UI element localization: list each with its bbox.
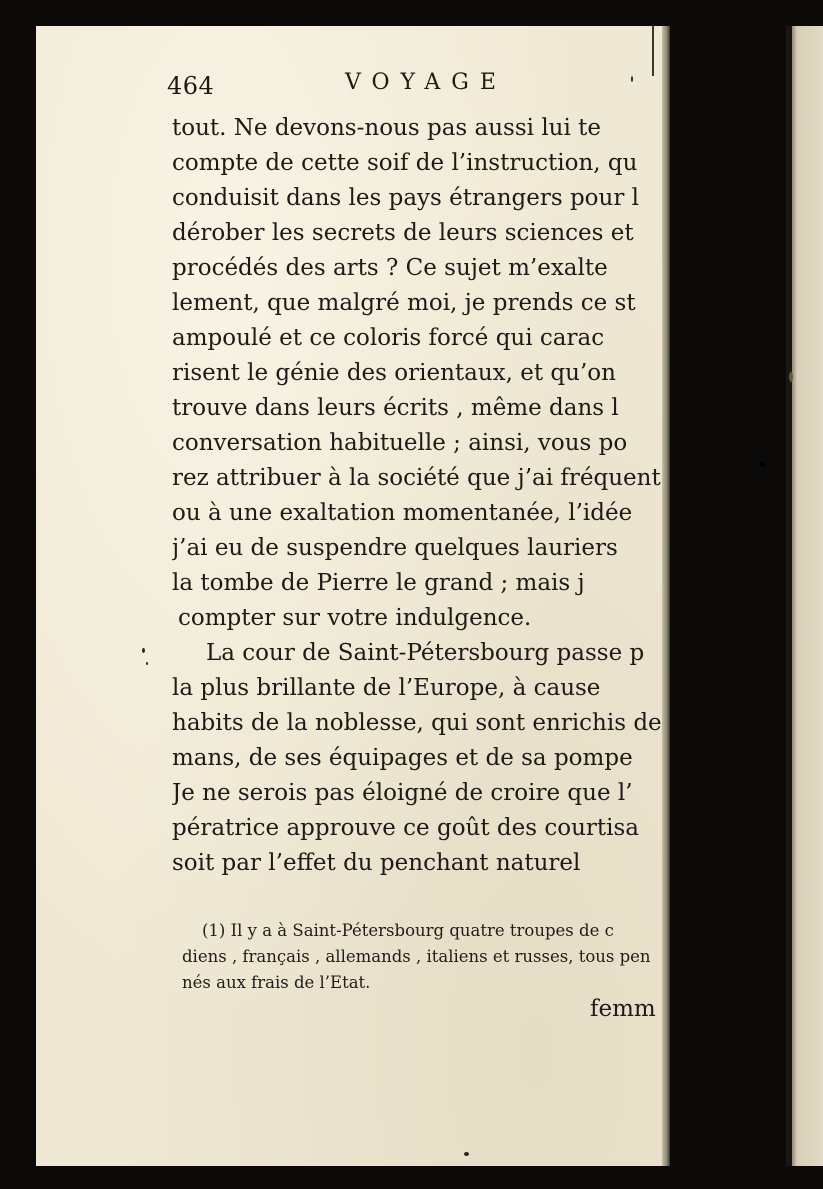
gutter-edge (662, 26, 670, 1166)
text-line: dérober les secrets de leurs sciences et (172, 220, 634, 246)
text-line: conduisit dans les pays étrangers pour l (172, 185, 639, 211)
text-line: ou à une exaltation momentanée, l’idée (172, 500, 633, 526)
text-line: procédés des arts ? Ce sujet m’exalte (172, 255, 608, 281)
facing-page-edge (786, 26, 823, 1166)
text-line: Je ne serois pas éloigné de croire que l’ (172, 780, 633, 806)
text-line: lement, que malgré moi, je prends ce st (172, 290, 636, 316)
text-line: la plus brillante de l’Europe, à cause (172, 675, 601, 701)
text-line: rez attribuer à la société que j’ai fréquent (172, 465, 661, 491)
text-line: compte de cette soif de l’instruction, qu (172, 150, 638, 176)
text-line: ampoulé et ce coloris forcé qui carac (172, 325, 605, 351)
text-line: soit par l’effet du penchant naturel (172, 850, 581, 876)
text-line: mans, de ses équipages et de sa pompe (172, 745, 633, 771)
running-title-text: VOYAGE (345, 70, 507, 95)
text-line: conversation habituelle ; ainsi, vous po (172, 430, 628, 456)
footnote-line: (1) Il y a à Saint-Pétersbourg quatre troupes de c (202, 921, 614, 940)
footnote-line: diens , français , allemands , italiens et russes, tous pen (182, 947, 651, 966)
text-line: trouve dans leurs écrits , même dans l (172, 395, 619, 421)
text-line: la tombe de Pierre le grand ; mais j (172, 570, 585, 596)
text-line: habits de la noblesse, qui sont enrichis de (172, 710, 662, 736)
text-line: risent le génie des orientaux, et qu’on (172, 360, 616, 386)
text-line: j’ai eu de suspendre quelques lauriers (172, 535, 618, 561)
paragraph-start-line: La cour de Saint-Pétersbourg passe p (206, 640, 645, 666)
running-title (345, 70, 507, 95)
footnote-line: nés aux frais de l’Etat. (182, 973, 371, 992)
catchword: femm (590, 996, 656, 1022)
text-line: pératrice approuve ce goût des courtisa (172, 815, 640, 841)
text-line: tout. Ne devons-nous pas aussi lui te (172, 115, 602, 141)
text-line: compter sur votre indulgence. (178, 605, 532, 631)
page-number: 464 (167, 72, 215, 100)
page-fold (652, 26, 654, 76)
